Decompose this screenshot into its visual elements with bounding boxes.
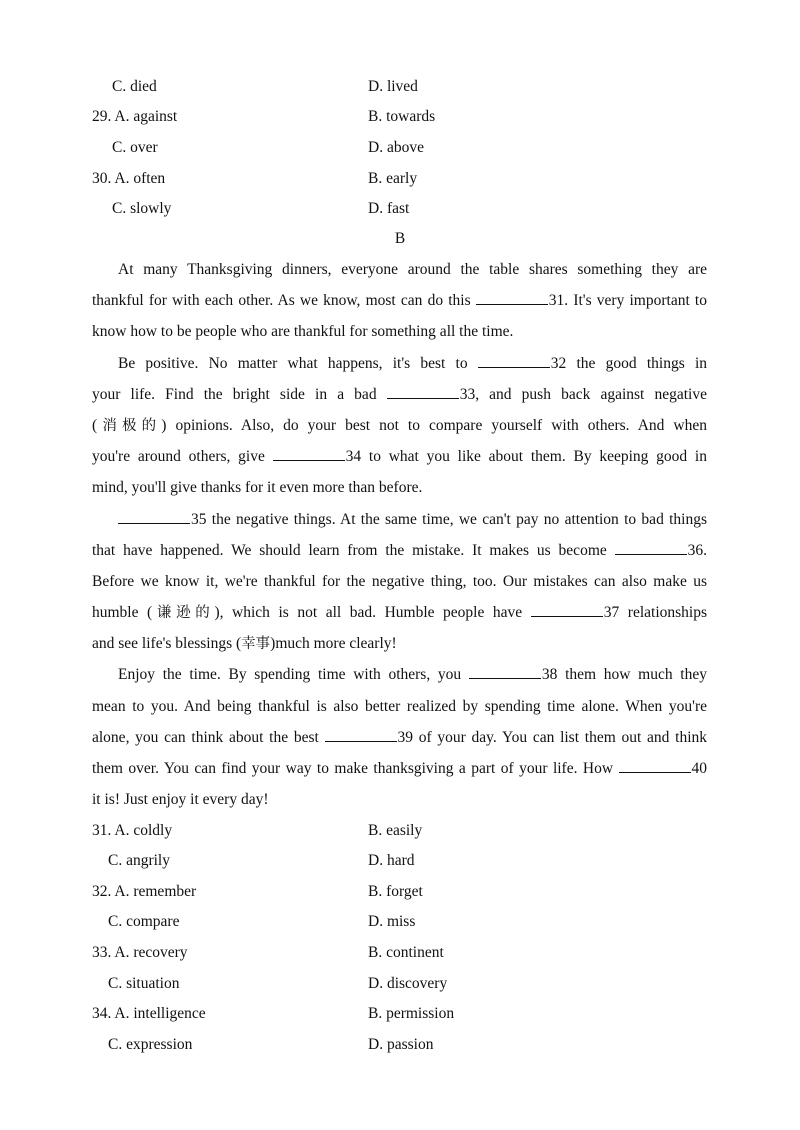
option-c-31: C. angrily <box>108 852 170 869</box>
text-span: 40 <box>691 760 707 777</box>
text-span: 36. <box>687 541 707 559</box>
option-c-29: C. over <box>112 139 158 156</box>
text-span: 39 of your day. You can list them out and think <box>397 728 707 746</box>
blank-32 <box>478 353 550 368</box>
passage-line <box>92 348 707 379</box>
text-span: 32 the good things in <box>550 354 707 372</box>
option-d-33: D. discovery <box>368 975 448 992</box>
option-b-33: B. continent <box>368 944 444 961</box>
passage-line <box>92 472 707 503</box>
chinese-gloss: 幸事 <box>241 636 271 653</box>
text-span: alone, you can think about the best <box>92 728 325 746</box>
option-row <box>0 105 800 129</box>
text-span: Before we know it, we're thankful for the negative thing, too. Our mistakes can also make us <box>92 572 707 590</box>
option-b-30: B. early <box>368 170 418 187</box>
option-d-28: D. lived <box>368 78 418 95</box>
text-span: your life. Find the bright side in a bad <box>92 385 387 403</box>
option-b-29: B. towards <box>368 108 436 125</box>
option-b-32: B. forget <box>368 883 423 900</box>
passage-line <box>92 504 707 535</box>
text-span: 33, and push back against negative <box>459 385 707 403</box>
option-row <box>0 941 800 965</box>
passage-line <box>92 410 707 441</box>
text-span: ), which is not all bad. Humble people have <box>214 604 531 622</box>
option-d-29: D. above <box>368 139 424 156</box>
blank-38 <box>469 664 541 679</box>
passage-line <box>92 285 707 316</box>
option-a-30: 30. A. often <box>92 170 166 187</box>
passage-line <box>92 659 707 690</box>
blank-40 <box>619 758 691 773</box>
option-a-32: 32. A. remember <box>92 883 197 900</box>
passage-line <box>92 784 707 815</box>
option-row <box>0 75 800 99</box>
option-c-32: C. compare <box>108 913 180 930</box>
blank-31 <box>476 290 548 305</box>
text-span: ) opinions. Also, do your best not to compare yourself with others. And when <box>161 416 708 434</box>
option-a-34: 34. A. intelligence <box>92 1005 206 1022</box>
option-a-31: 31. A. coldly <box>92 822 173 839</box>
text-span: know how to be people who are thankful for something all the time. <box>92 323 514 341</box>
passage-line <box>92 316 707 347</box>
passage-line <box>92 254 707 285</box>
text-span: that have happened. We should learn from the mistake. It makes us become <box>92 541 615 559</box>
option-row <box>0 819 800 843</box>
text-span: )much more clearly! <box>270 635 397 653</box>
option-c-28: C. died <box>112 78 157 95</box>
chinese-gloss: 谦逊的 <box>152 605 215 622</box>
blank-37 <box>531 602 603 617</box>
blank-33 <box>387 384 459 399</box>
option-c-34: C. expression <box>108 1036 193 1053</box>
text-span: them over. You can find your way to make thanksgiving a part of your life. How <box>92 760 619 777</box>
chinese-gloss: 消极的 <box>97 417 162 434</box>
text-span: mind, you'll give thanks for it even more than before. <box>92 479 423 497</box>
blank-39 <box>325 727 397 742</box>
text-span: it is! Just enjoy it every day! <box>92 791 269 809</box>
passage-line <box>92 691 707 722</box>
option-row <box>0 136 800 160</box>
option-row <box>0 167 800 191</box>
option-row <box>0 197 800 221</box>
passage-line <box>92 441 707 472</box>
option-b-31: B. easily <box>368 822 423 839</box>
text-span: humble ( <box>92 604 153 622</box>
passage-line <box>92 753 707 784</box>
blank-36 <box>615 540 687 555</box>
section-title: B <box>394 230 406 247</box>
text-span: Be positive. No matter what happens, it's best to <box>118 354 478 372</box>
text-span: mean to you. And being thankful is also better realized by spending time alone. When you're <box>92 697 707 715</box>
option-a-33: 33. A. recovery <box>92 944 188 961</box>
option-row <box>0 849 800 873</box>
text-span: 34 to what you like about them. By keeping good in <box>345 448 707 466</box>
text-span: 31. It's very important to <box>548 292 707 310</box>
blank-35 <box>118 509 190 524</box>
text-span: thankful for with each other. As we know, most can do this <box>92 292 476 310</box>
blank-34 <box>273 446 345 461</box>
passage-line <box>92 379 707 410</box>
option-c-33: C. situation <box>108 975 180 992</box>
option-d-34: D. passion <box>368 1036 434 1053</box>
text-span: 35 the negative things. At the same time, we can't pay no attention to bad things <box>191 510 707 528</box>
option-d-30: D. fast <box>368 200 410 217</box>
option-d-31: D. hard <box>368 852 415 869</box>
passage-line <box>92 722 707 753</box>
passage-line <box>92 628 707 659</box>
option-c-30: C. slowly <box>112 200 172 217</box>
option-a-29: 29. A. against <box>92 108 178 125</box>
option-row <box>0 880 800 904</box>
text-span: you're around others, give <box>92 448 273 466</box>
text-span: 38 them how much they <box>541 666 707 684</box>
text-span: Enjoy the time. By spending time with others, you <box>118 666 469 684</box>
text-span: At many Thanksgiving dinners, everyone around the table shares something they are <box>118 261 707 278</box>
option-b-34: B. permission <box>368 1005 455 1022</box>
option-row <box>0 910 800 934</box>
text-span: ( <box>92 416 98 434</box>
option-d-32: D. miss <box>368 913 416 930</box>
option-row <box>0 1002 800 1026</box>
option-row <box>0 972 800 996</box>
passage-line <box>92 535 707 566</box>
text-span: 37 relationships <box>603 604 708 622</box>
option-row <box>0 1033 800 1057</box>
passage-line <box>92 597 707 628</box>
passage-line <box>92 566 707 597</box>
text-span: and see life's blessings ( <box>92 635 242 653</box>
passage <box>92 254 707 815</box>
